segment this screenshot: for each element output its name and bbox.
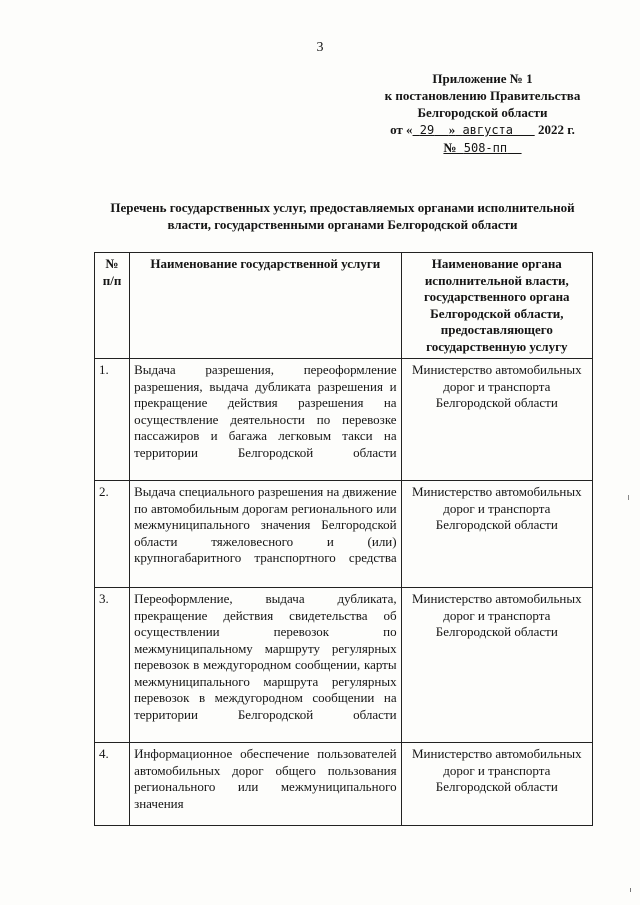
table-row [95,481,593,588]
appendix-number [370,139,595,157]
scan-mark [628,495,629,500]
row-service: Выдача специального разрешения на движение по автомобильным дорогам регионального или межмуниципального значения Белгородской области тяжеловесного и (или) крупногабаритного транспортного средства [130,481,402,588]
row-service: Выдача разрешения, переоформление разрешения, выдача дубликата разрешения и прекращение действия разрешения на осуществление деятельности по перевозке пассажиров и багажа легковым такси на территории Белгородской области [130,359,402,481]
number-value: 508-пп [463,141,508,155]
date-month: августа [462,123,514,137]
row-organization: Министерство автомобильных дорог и транспорта Белгородской области [401,743,592,826]
appendix-date [370,121,595,139]
appendix-header [370,70,595,157]
row-number: 2. [95,481,130,588]
row-number: 1. [95,359,130,481]
page-number: 3 [316,40,324,55]
services-table [94,252,593,826]
date-prefix: от « [390,122,413,137]
row-service: Информационное обеспечение пользователей автомобильных дорог общего пользования регионального или межмуниципального значения [130,743,402,826]
header-service: Наименование государственной услуги [130,253,402,359]
header-organization: Наименование органа исполнительной власти, государственного органа Белгородской области, предоставляющего государственную услугу [401,253,592,359]
row-organization: Министерство автомобильных дорог и транспорта Белгородской области [401,481,592,588]
table-header-row [95,253,593,359]
row-organization: Министерство автомобильных дорог и транспорта Белгородской области [401,588,592,743]
table-row [95,743,593,826]
table-row [95,359,593,481]
number-prefix: № [443,140,457,155]
scan-mark [626,888,631,892]
date-quote: » [448,122,456,137]
row-number: 3. [95,588,130,743]
document-title: Перечень государственных услуг, предоставляемых органами исполнительной власти, государственными органами Белгородской области [110,200,575,232]
date-day: 29 [419,123,435,137]
row-number: 4. [95,743,130,826]
appendix-region: Белгородской области [417,105,548,120]
header-number: № п/п [95,253,130,359]
appendix-title: Приложение № 1 [432,71,533,86]
appendix-reference: к постановлению Правительства [384,88,581,103]
table-row [95,588,593,743]
row-organization: Министерство автомобильных дорог и транспорта Белгородской области [401,359,592,481]
row-service: Переоформление, выдача дубликата, прекращение действия свидетельства об осуществлении перевозок по межмуниципальному маршруту регулярных перевозок в междугородном сообщении, карты межмуниципального маршрута регулярных перевозок в междугородном сообщении на территории Белгородской области [130,588,402,743]
date-year: 2022 г. [537,122,575,137]
